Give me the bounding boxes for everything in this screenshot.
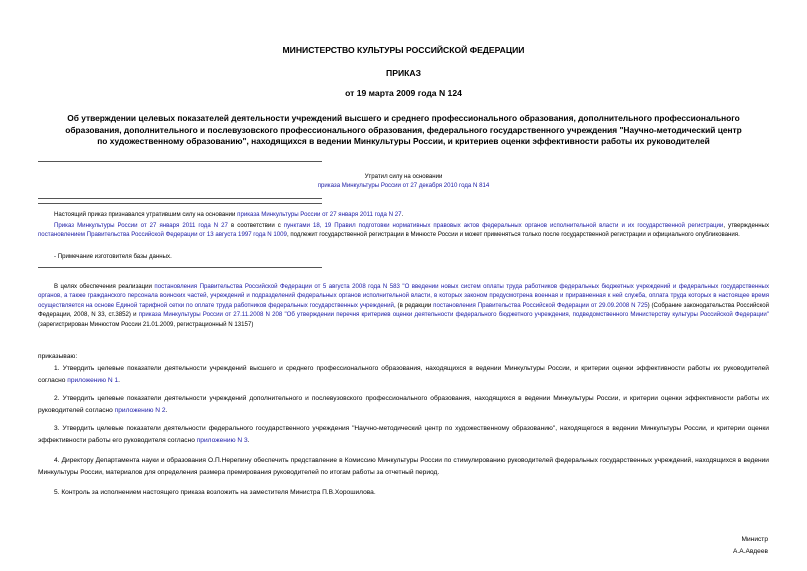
annex-3-link[interactable]: приложению N 3	[196, 436, 248, 444]
order-item-3: 3. Утвердить целевые показатели деятельности федерального государственного учреждения "Научно-методический центр по художественному образованию", находящегося в ведении Минкультуры России, и критерии оценки эффективности работы его руководителя согласно приложению N 3.	[38, 425, 769, 444]
annex-2-link[interactable]: приложению N 2	[114, 406, 166, 414]
divider	[38, 203, 322, 204]
ministry-title: МИНИСТЕРСТВО КУЛЬТУРЫ РОССИЙСКОЙ ФЕДЕРАЦИИ	[282, 45, 525, 55]
divider	[38, 161, 322, 162]
doc-date: от 19 марта 2009 года N 124	[345, 88, 462, 98]
doc-type: ПРИКАЗ	[386, 68, 421, 78]
order-word: приказываю:	[38, 353, 78, 360]
order-27-link-2[interactable]: Приказ Минкультуры России от 27 января 2011 года N 27	[54, 222, 228, 229]
divider	[38, 198, 322, 199]
editor-note-p1: Настоящий приказ признавался утратившим силу на основании приказа Минкультуры России от 27 января 2011 года N 27.	[54, 211, 404, 218]
resolution-583-link[interactable]: постановления Правительства Российской Федерации от 5 августа 2008 года N 583 "О введении новых систем оплаты труда работников федеральных бюджетных учреждений и федеральных государственных органов, а также гражданского персонала воинских частей, учреждений и подразделений федеральных органов исполнительной власти, в которых законом предусмотрена военная и приравненная к ней служба, оплата труда которых в настоящее время осуществляется на основе Единой тарифной сетки по оплате труда работников федеральных государственных учреждений	[38, 283, 769, 309]
status-note	[20, 172, 787, 191]
editor-note-p3: - Примечание изготовителя базы данных.	[54, 253, 172, 260]
editor-note-p2: Приказ Минкультуры России от 27 января 2011 года N 27 в соответствии с пунктами 18, 19 Правил подготовки нормативных правовых актов федеральных органов исполнительной власти и их государственной регистрации, утвержденных постановлением Правительства Российской Федерации от 13 августа 1997 года N 1009, подлежит государственной регистрации в Минюсте России и может применяться только после государственной регистрации и официального опубликования.	[38, 222, 769, 239]
doc-title-line: образования, дополнительного и послевузовского профессионального образования, федерального государственного учреждения "Научно-методический центр	[65, 124, 742, 135]
order-208-link[interactable]: приказа Минкультуры России от 27.11.2008 N 208 "Об утверждении перечня критериев оценки деятельности федерального бюджетного учреждения, подведомственного Министерству культуры Российской Федерации"	[138, 311, 769, 319]
preamble: В целях обеспечения реализации постановления Правительства Российской Федерации от 5 августа 2008 года N 583 "О введении новых систем оплаты труда работников федеральных бюджетных учреждений и федеральных государственных органов, а также гражданского персонала воинских частей, учреждений и подразделений федеральных органов исполнительной власти, в которых законом предусмотрена военная и приравненная к ней служба, оплата труда которых в настоящее время осуществляется на основе Единой тарифной сетки по оплате труда работников федеральных государственных учреждений, (в редакции постановления Правительства Российской Федерации от 29.09.2008 N 725) (Собрание законодательства Российской Федерации, 2008, N 33, ст.3852) и приказа Минкультуры России от 27.11.2008 N 208 "Об утверждении перечня критериев оценки деятельности федерального бюджетного учреждения, подведомственного Министерству культуры Российской Федерации" (зарегистрирован Минюстом России 21.01.2009, регистрационный N 13157)	[38, 283, 769, 328]
order-item-1: 1. Утвердить целевые показатели деятельности учреждений высшего и среднего профессионального образования, находящихся в ведении Минкультуры России, и критерии оценки эффективности работы их руководителей согласно приложению N 1.	[38, 365, 769, 384]
repeal-order-link[interactable]: приказа Минкультуры России от 27 декабря 2010 года N 814	[317, 182, 490, 190]
doc-title-line: по художественному образованию", находящихся в ведении Минкультуры России, и критериев оценки эффективности работы их руководителей	[97, 136, 710, 146]
signature-name: А.А.Авдеев	[733, 548, 768, 555]
divider	[38, 267, 322, 268]
order-27-link[interactable]: приказа Минкультуры России от 27 января 2011 года N 27	[237, 211, 402, 218]
signature-block	[733, 534, 768, 558]
doc-title	[20, 113, 787, 148]
order-item-5: 5. Контроль за исполнением настоящего приказа возложить на заместителя Министра П.В.Хорошилова.	[54, 489, 376, 496]
doc-title-line: Об утверждении целевых показателей деятельности учреждений высшего и среднего профессионального образования, дополнительного профессионального	[67, 113, 740, 123]
annex-1-link[interactable]: приложению N 1	[67, 376, 119, 384]
status-note-text: Утратил силу на основании	[364, 173, 443, 180]
signature-role: Министр	[741, 536, 768, 543]
resolution-1009-link[interactable]: постановлением Правительства Российской Федерации от 13 августа 1997 года N 1009	[38, 231, 287, 239]
order-item-2: 2. Утвердить целевые показатели деятельности учреждений дополнительного и послевузовского профессионального образования, находящихся в ведении Минкультуры России, и критерии оценки эффективности работы их руководителей согласно приложению N 2.	[38, 395, 769, 414]
resolution-725-link[interactable]: постановления Правительства Российской Федерации от 29.09.2008 N 725	[433, 301, 648, 309]
rules-link[interactable]: пунктами 18, 19 Правил подготовки нормативных правовых актов федеральных органов исполнительной власти и их государственной регистрации	[283, 222, 724, 229]
order-item-4: 4. Директору Департамента науки и образования О.П.Нерепину обеспечить представление в Комиссию Минкультуры России по стимулированию руководителей федеральных государственных учреждений, находящихся в ведении Минкультуры России, материалов для определения размера премирования руководителей по итогам работы за отчетный период.	[38, 457, 769, 476]
